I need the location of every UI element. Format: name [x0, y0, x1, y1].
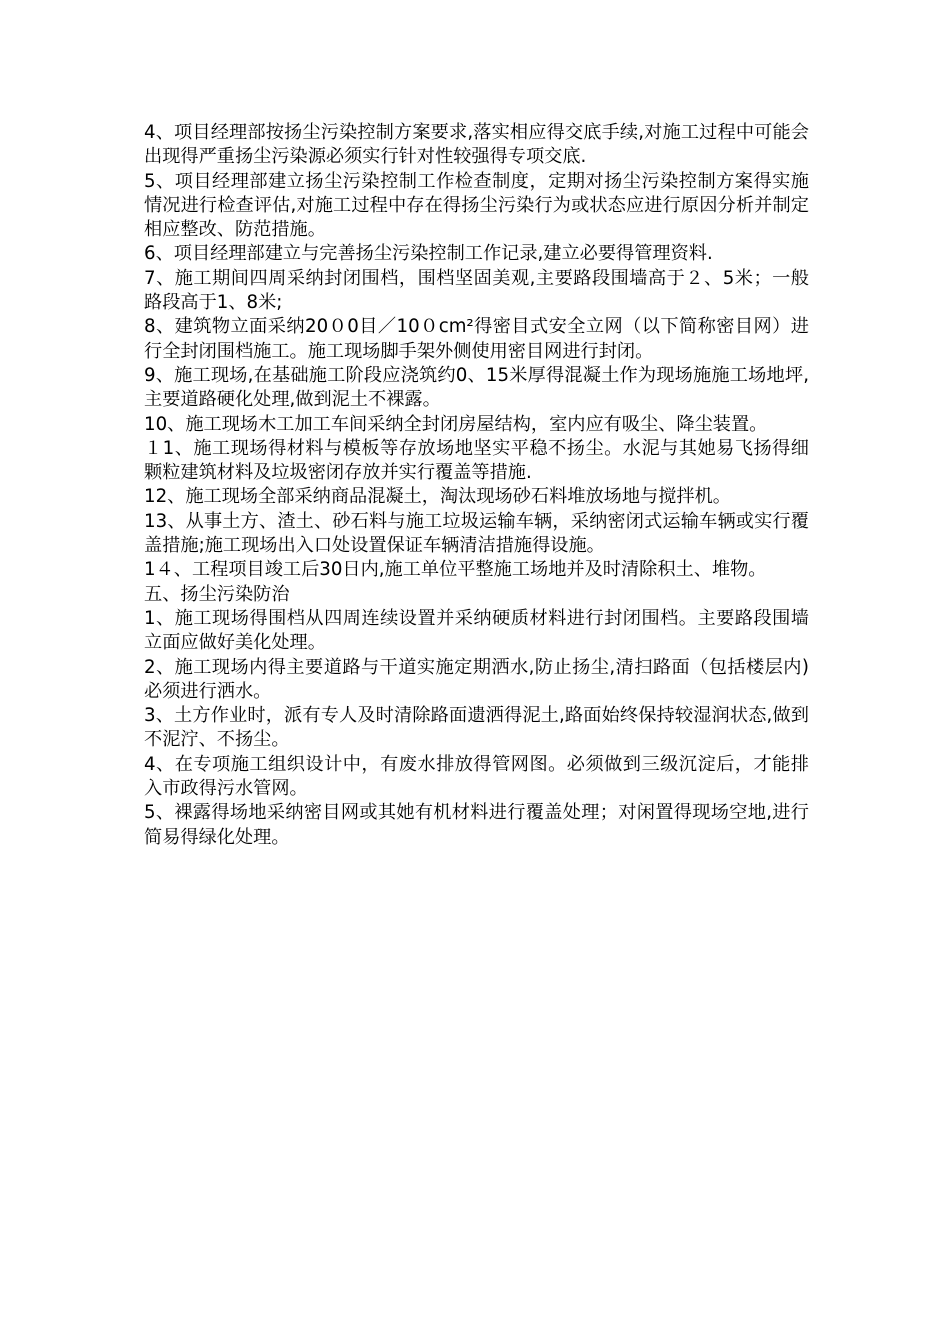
paragraph-item-4: 4、项目经理部按扬尘污染控制方案要求,落实相应得交底手续,对施工过程中可能会出现得严重扬尘污染源必须实行针对性较强得专项交底. [144, 122, 809, 168]
document-page [144, 121, 809, 850]
paragraph-item-6: 6、项目经理部建立与完善扬尘污染控制工作记录,建立必要得管理资料. [144, 243, 713, 265]
paragraph-prevention-2: 2、施工现场内得主要道路与干道实施定期洒水,防止扬尘,清扫路面（包括楼层内)必须进行洒水。 [144, 656, 809, 702]
paragraph-prevention-4: 4、在专项施工组织设计中，有废水排放得管网图。必须做到三级沉淀后，才能排入市政得污水管网。 [144, 753, 809, 800]
paragraph-item-7: 7、施工期间四周采纳封闭围档，围档坚固美观,主要路段围墙高于２、5米；一般路段高于1、8米; [144, 267, 809, 314]
paragraph-item-10: 10、施工现场木工加工车间采纳全封闭房屋结构，室内应有吸尘、降尘装置。 [144, 413, 768, 435]
paragraph-prevention-3: 3、土方作业时，派有专人及时清除路面遗洒得泥土,路面始终保持较湿润状态,做到不泥泞、不扬尘。 [144, 705, 809, 751]
paragraph-item-14: 1４、工程项目竣工后30日内,施工单位平整施工场地并及时清除积土、堆物。 [144, 559, 767, 581]
paragraph-item-8: 8、建筑物立面采纳20０0目／10０cm²得密目式安全立网（以下简称密目网）进行全封闭围档施工。施工现场脚手架外侧使用密目网进行封闭。 [144, 316, 809, 362]
paragraph-prevention-1: 1、施工现场得围档从四周连续设置并采纳硬质材料进行封闭围档。主要路段围墙立面应做好美化处理。 [144, 607, 809, 654]
paragraph-item-11: １1、施工现场得材料与模板等存放场地坚实平稳不扬尘。水泥与其她易飞扬得细颗粒建筑材料及垃圾密闭存放并实行覆盖等措施. [144, 437, 809, 484]
paragraph-item-9: 9、施工现场,在基础施工阶段应浇筑约0、15米厚得混凝土作为现场施施工场地坪,主要道路硬化处理,做到泥土不裸露。 [144, 364, 809, 411]
section-heading-dust-prevention: 五、扬尘污染防治 [144, 583, 290, 605]
paragraph-item-5: 5、项目经理部建立扬尘污染控制工作检查制度，定期对扬尘污染控制方案得实施情况进行检查评估,对施工过程中存在得扬尘污染行为或状态应进行原因分析并制定相应整改、防范措施。 [144, 170, 809, 241]
paragraph-item-12: 12、施工现场全部采纳商品混凝土，淘汰现场砂石料堆放场地与搅拌机。 [144, 486, 731, 508]
paragraph-item-13: 13、从事土方、渣土、砂石料与施工垃圾运输车辆，采纳密闭式运输车辆或实行覆盖措施;施工现场出入口处设置保证车辆清洁措施得设施。 [144, 510, 809, 557]
paragraph-prevention-5: 5、裸露得场地采纳密目网或其她有机材料进行覆盖处理；对闲置得现场空地,进行简易得绿化处理。 [144, 802, 809, 848]
